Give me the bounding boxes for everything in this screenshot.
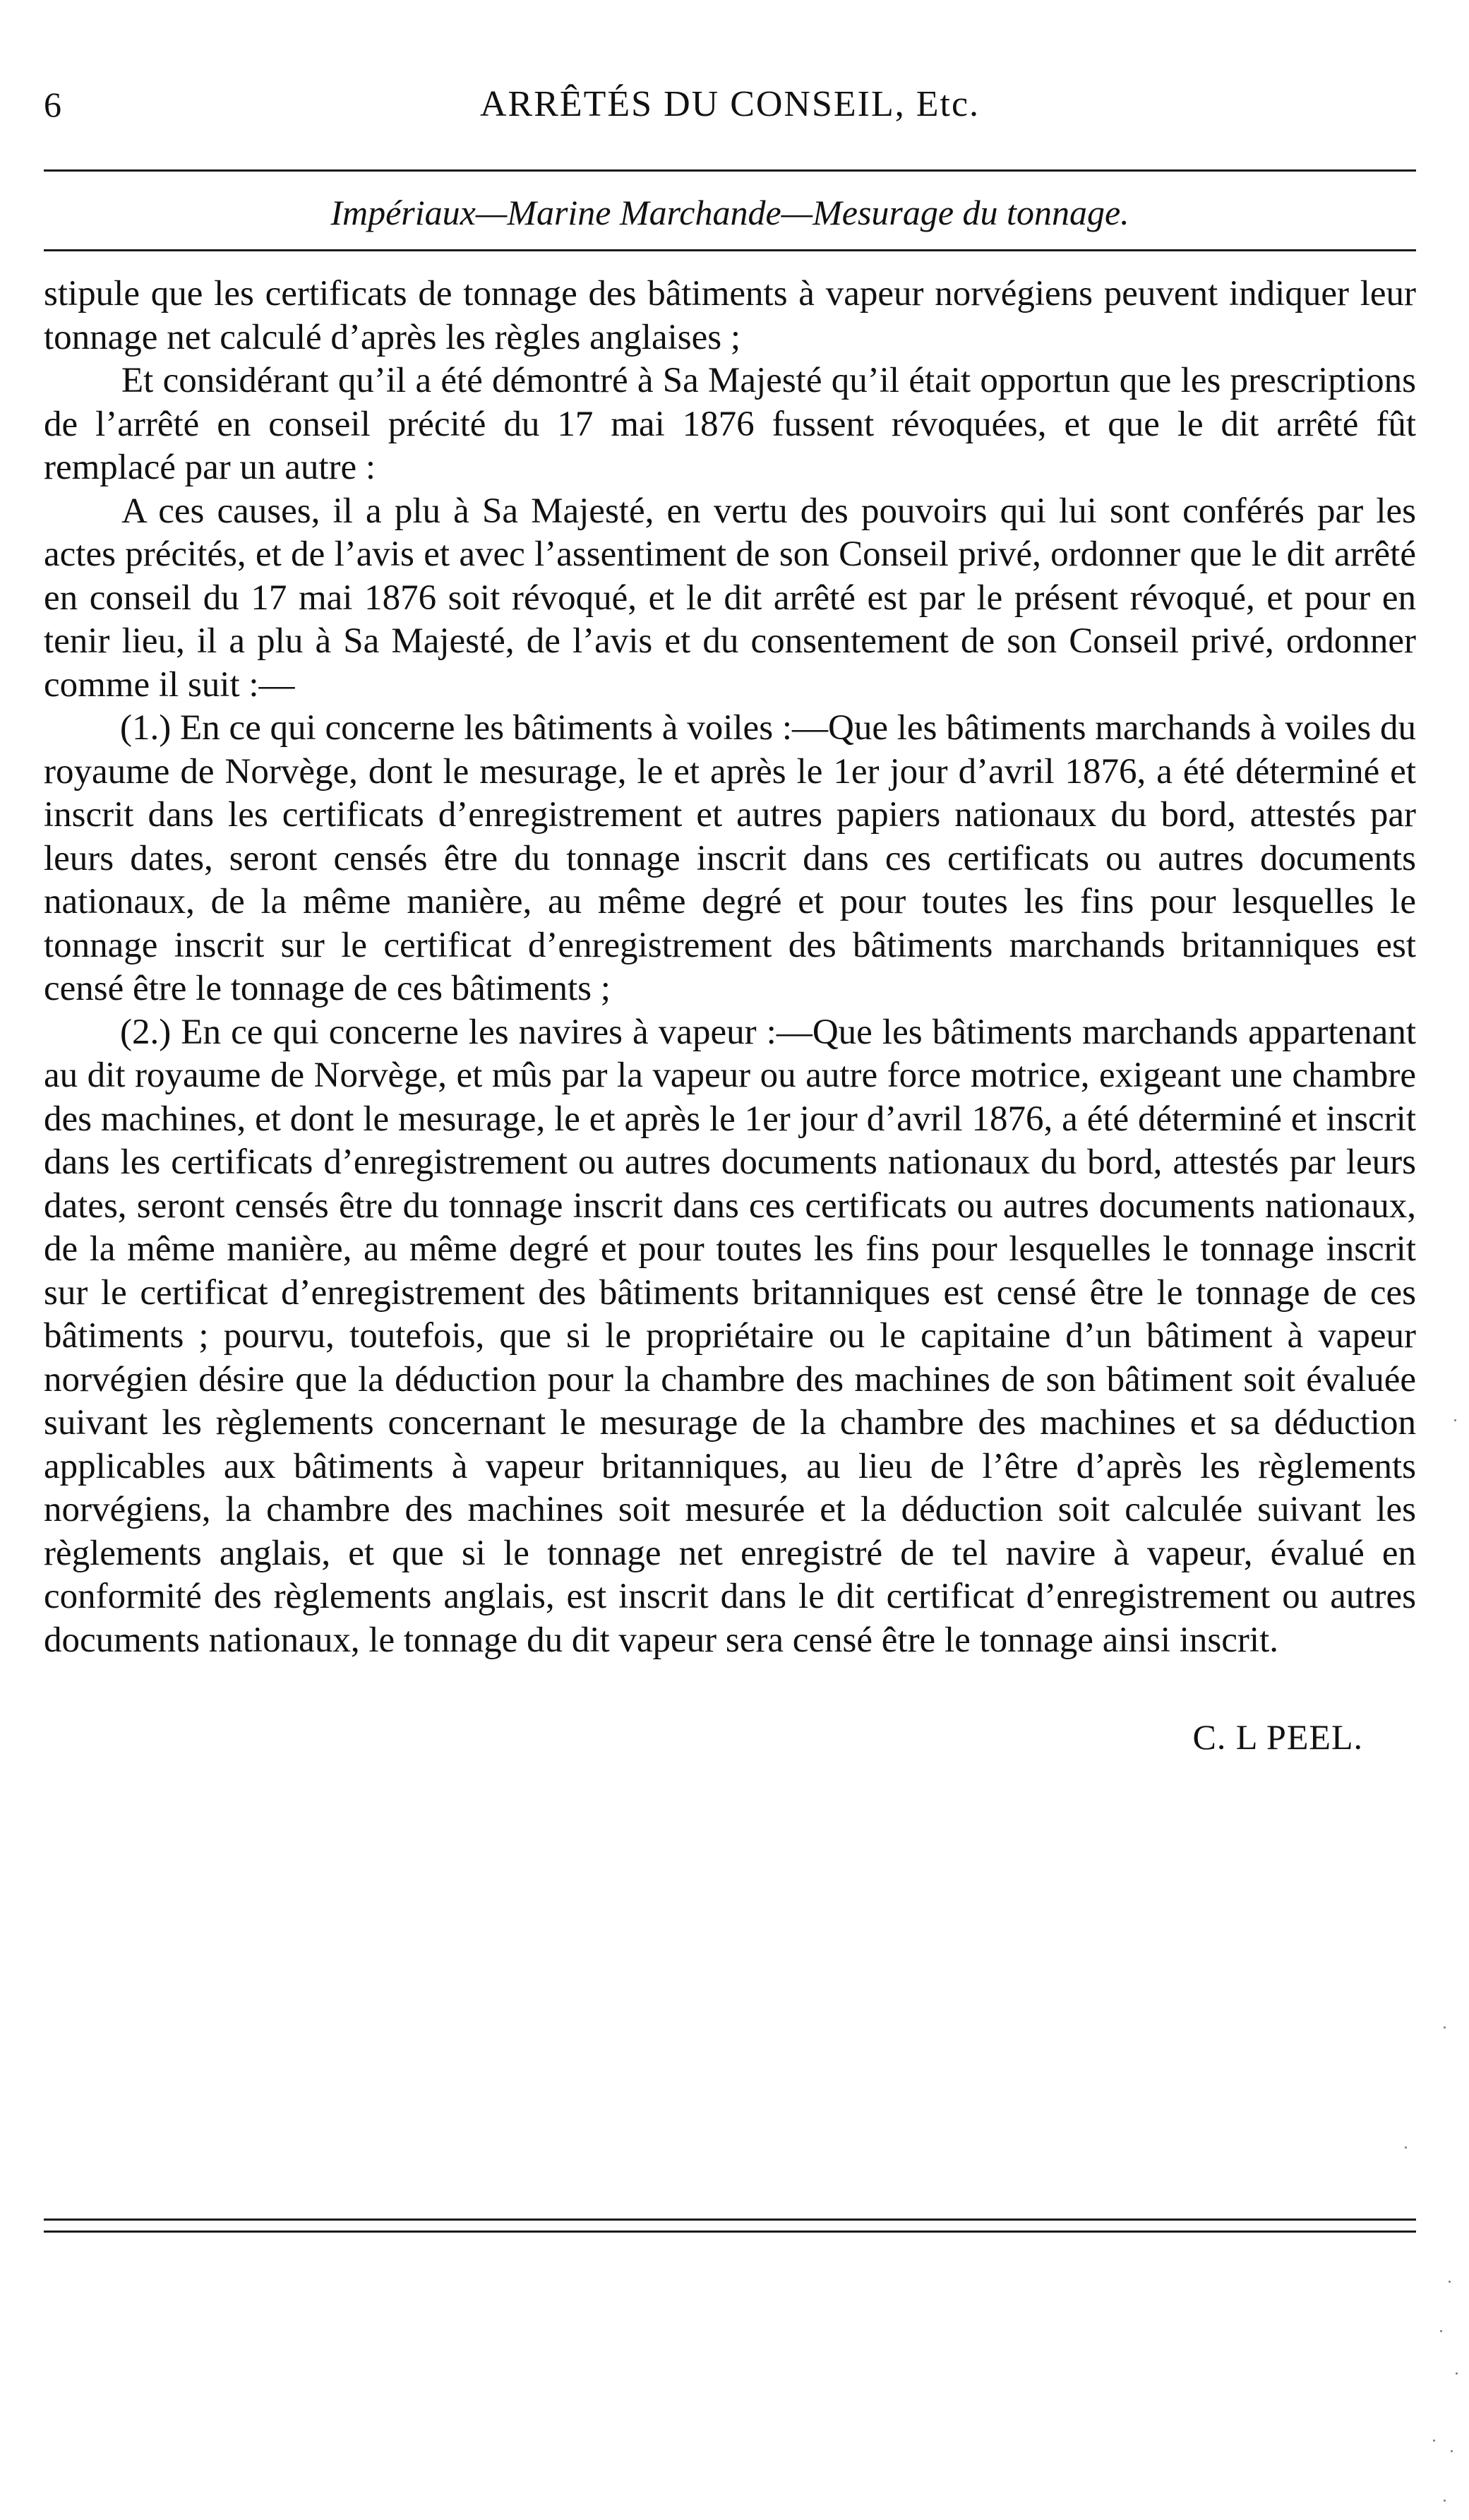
paragraph-steam-vessels: (2.) En ce qui concerne les navires à vapeur :—Que les bâtiments marchands appartenant au dit royaume de Norvège, et mûs par la vapeur ou autre force motrice, exigeant une chambre des machines, et dont le mesurage, le et après le 1er jour d’avril 1876, a été déterminé et inscrit dans les certificats d’enregistrement ou autres documents nationaux du bord, attestés par leurs dates, seront censés être du tonnage inscrit dans ces certificats ou autres documents nationaux, de la même manière, au même degré et pour toutes les fins pour lesquelles le tonnage inscrit sur le certificat d’enregistrement des bâtiments britanniques est censé être le tonnage de ces bâtiments ; pourvu, toutefois, que si le propriétaire ou le capitaine d’un bâtiment à vapeur norvégien désire que la déduction pour la chambre des machines de son bâtiment soit évaluée suivant les règlements concernant le mesurage de la chambre des machines et sa déduction applicables aux bâtiments à vapeur britanniques, au lieu de l’être d’après les règlements norvégiens, la chambre des machines soit mesurée et la déduction soit calculée suivant les règlements anglais, et que si le tonnage net enregistré de tel navire à vapeur, évalué en conformité des règlements anglais, est inscrit dans le dit certificat d’enregistrement ou autres documents nationaux, le tonnage du dit vapeur sera censé être le tonnage ainsi inscrit. (44, 1012, 1416, 1660)
paragraph-considering: Et considérant qu’il a été démontré à Sa Majesté qu’il était opportun que les prescriptions de l’arrêté en conseil précité du 17 mai 1876 fussent révoquées, et que le dit arrêté fût remplacé par un autre : (44, 361, 1416, 487)
footer-rules (44, 2219, 1416, 2233)
page-number: 6 (44, 85, 61, 124)
paragraph-continuation: stipule que les certificats de tonnage des bâtiments à vapeur norvégiens peuvent indiquer leur tonnage net calculé d’après les règles anglaises ; (44, 274, 1416, 357)
scan-speck (1456, 2372, 1458, 2375)
scan-speck (1444, 2500, 1446, 2502)
footer-rule-top (44, 2219, 1416, 2221)
header-rule (44, 169, 1416, 172)
footer-rule-bottom (44, 2231, 1416, 2233)
running-title: ARRÊTÉS DU CONSEIL, Etc. (479, 84, 981, 124)
scan-speck (1440, 2330, 1442, 2332)
body-text (44, 273, 1416, 1662)
scan-speck (1454, 1419, 1456, 1421)
scan-speck (1449, 2281, 1451, 2283)
scan-speck (1433, 2440, 1435, 2442)
page-header (44, 71, 1416, 127)
paragraph-order: A ces causes, il a plu à Sa Majesté, en vertu des pouvoirs qui lui sont conférés par les actes précités, et de l’avis et avec l’assentiment de son Conseil privé, ordonner que le dit arrêté en conseil du 17 mai 1876 soit révoqué, et le dit arrêté est par le présent révoqué, et pour en tenir lieu, il a plu à Sa Majesté, de l’avis et du consentement de son Conseil privé, ordonner comme il suit :— (44, 491, 1416, 705)
section-subtitle: Impériaux—Marine Marchande—Mesurage du tonnage. (330, 193, 1129, 232)
scan-speck (1444, 2026, 1446, 2029)
document-page (44, 71, 1416, 1758)
signature: C. L PEEL. (1192, 1717, 1363, 1757)
subtitle-rule (44, 249, 1416, 251)
scan-speck (1405, 2146, 1407, 2149)
scan-speck (1451, 2450, 1453, 2452)
paragraph-sailing-vessels: (1.) En ce qui concerne les bâtiments à voiles :—Que les bâtiments marchands à voiles du royaume de Norvège, dont le mesurage, le et après le 1er jour d’avril 1876, a été déterminé et inscrit dans les certificats d’enregistrement et autres papiers nationaux du bord, attestés par leurs dates, seront censés être du tonnage inscrit dans ces certificats ou autres documents nationaux, de la même manière, au même degré et pour toutes les fins pour lesquelles le tonnage inscrit sur le certificat d’enregistrement des bâtiments marchands britanniques est censé être le tonnage de ces bâtiments ; (44, 708, 1416, 1008)
